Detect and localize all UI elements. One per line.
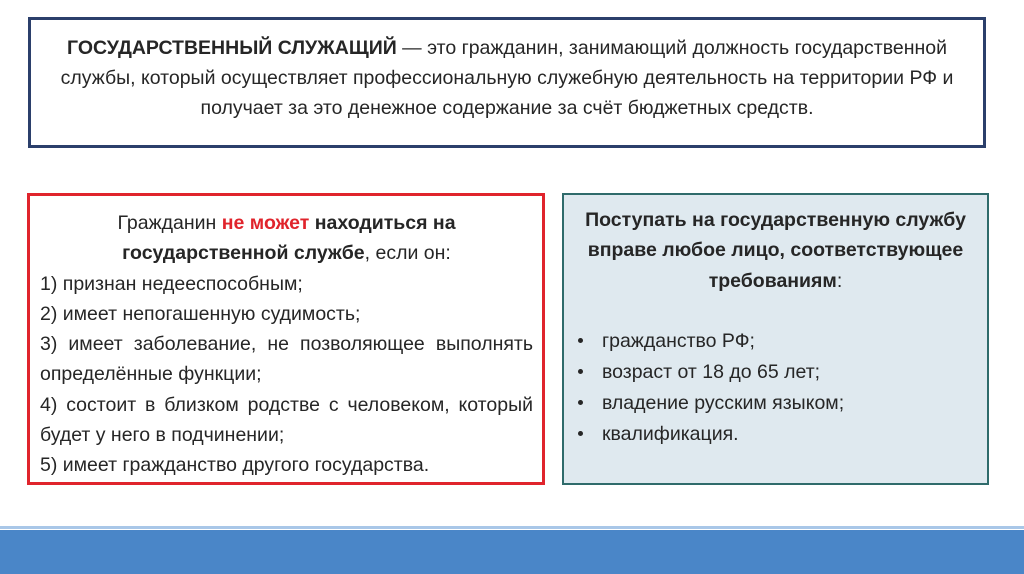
requirements-heading-bold: Поступать на государственную службу вправе любое лицо, соответствующее требованиям: [585, 209, 966, 292]
restriction-item: 1) признан недееспособным;: [40, 272, 303, 295]
definition-text: — это гражданин, занимающий должность государственной службы, который осуществляет профессиональную служебную деятельность на территории РФ и получает за это денежное содержание за счёт бюджетных средств.: [60, 37, 954, 119]
requirement-item: [578, 326, 973, 357]
requirement-text: гражданство РФ;: [602, 329, 755, 352]
restrictions-intro-red: не может: [221, 212, 310, 234]
restrictions-box: [27, 193, 545, 485]
bullet-icon: [578, 338, 583, 343]
requirement-item: [578, 357, 973, 388]
requirement-text: возраст от 18 до 65 лет;: [602, 360, 821, 383]
definition-box: [28, 17, 986, 148]
footer-bar: [0, 530, 1024, 574]
requirements-list: [578, 326, 973, 450]
requirements-heading: [578, 205, 973, 296]
bullet-icon: [578, 431, 583, 436]
restriction-item: 3) имеет заболевание, не позволяющее выполнять определённые функции;: [40, 333, 533, 386]
requirements-heading-end: :: [836, 269, 843, 292]
bullet-icon: [578, 369, 583, 374]
requirement-text: владение русским языком;: [602, 391, 845, 414]
bullet-icon: [578, 400, 583, 405]
restriction-item: 2) имеет непогашенную судимость;: [40, 302, 361, 325]
restriction-item: 5) имеет гражданство другого государства.: [40, 454, 430, 477]
requirement-item: [578, 419, 973, 450]
restrictions-intro-start: Гражданин: [117, 212, 222, 234]
restrictions-intro-bold: находиться на государственной службе: [122, 212, 456, 265]
restriction-item: 4) состоит в близком родстве с человеком, который будет у него в подчинении;: [40, 393, 533, 447]
requirement-item: [578, 388, 973, 419]
definition-term: ГОСУДАРСТВЕННЫЙ СЛУЖАЩИЙ: [67, 37, 397, 59]
restrictions-heading: [40, 208, 533, 269]
requirements-box: [562, 193, 989, 485]
footer-divider: [0, 526, 1024, 529]
restrictions-intro-end: , если он:: [364, 242, 451, 265]
requirement-text: квалификация.: [602, 422, 739, 445]
